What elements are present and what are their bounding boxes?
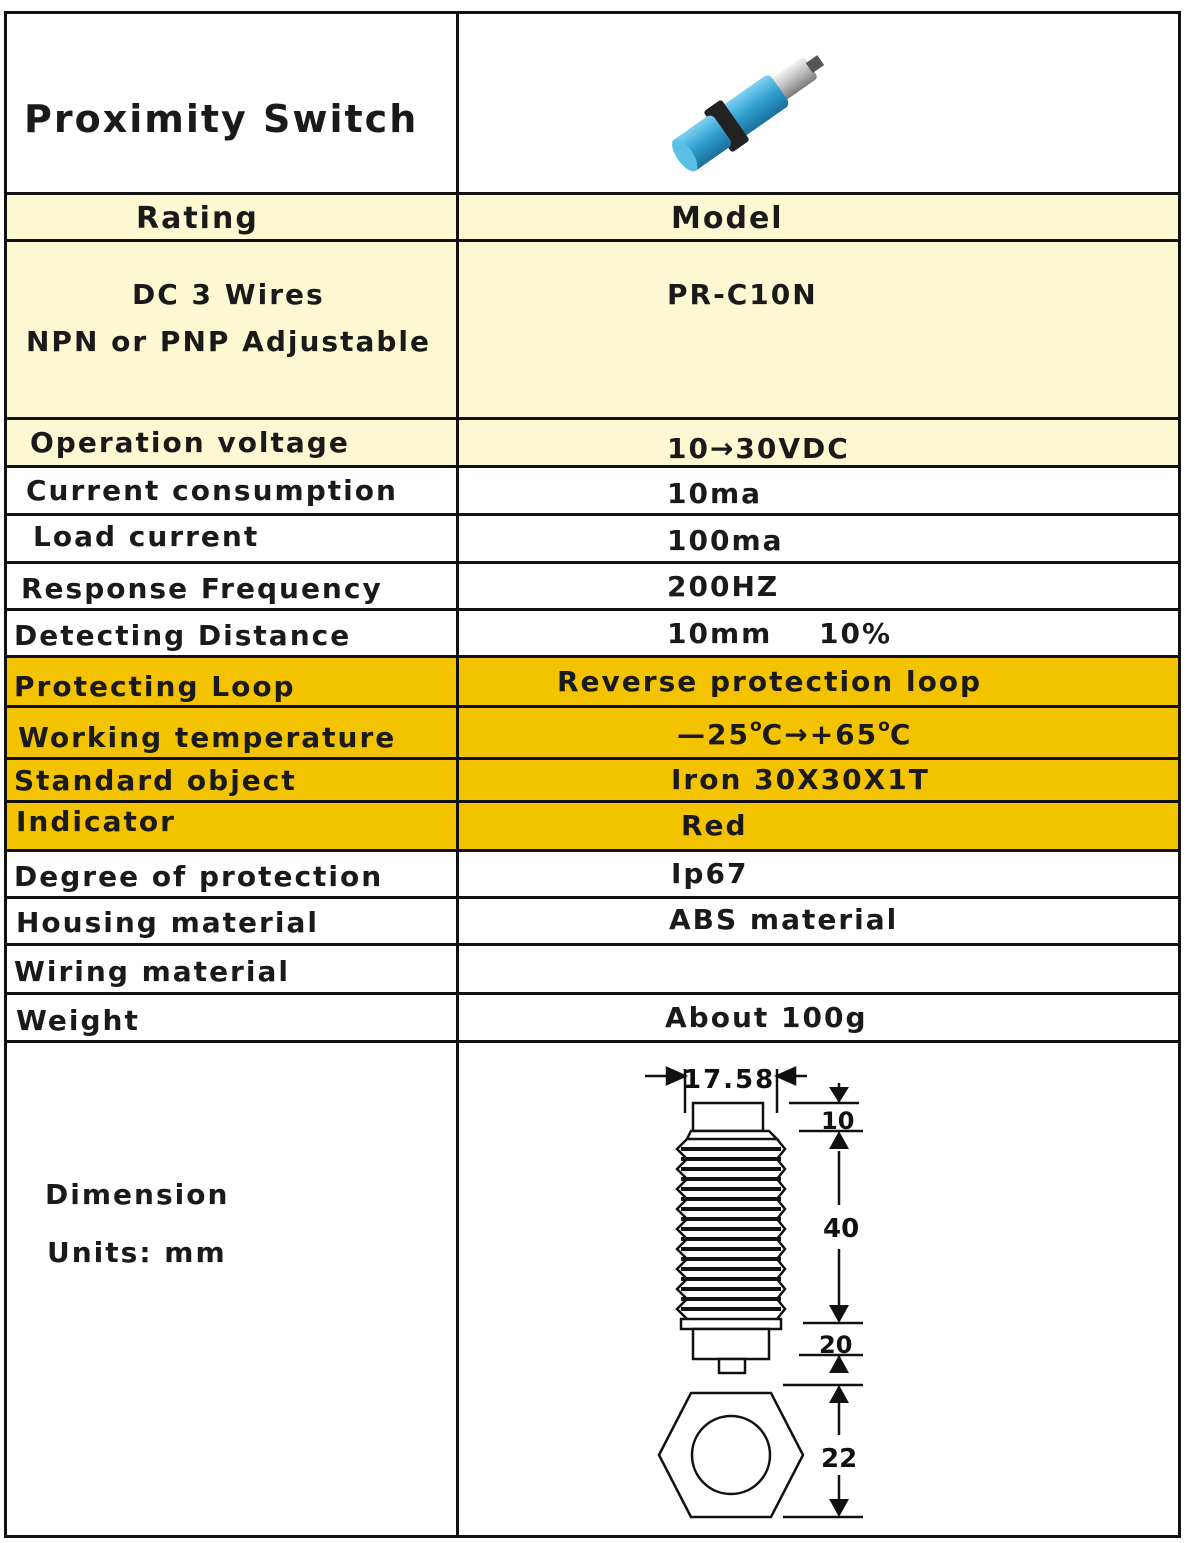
- thread-dim-label: 40: [823, 1214, 860, 1244]
- sensor-connector: [719, 1359, 745, 1373]
- operation-voltage-row: [4, 420, 1181, 468]
- wiring-material-label: Wiring material: [14, 955, 290, 988]
- width-dim-label: 17.58: [683, 1065, 776, 1095]
- working-temperature-value: [677, 718, 912, 751]
- weight-value: About 100g: [665, 1001, 868, 1034]
- operation-voltage-value: 10→30VDC: [667, 432, 850, 465]
- current-consumption-value: 10ma: [667, 477, 763, 510]
- protecting-loop-row: [4, 658, 1181, 708]
- working-temperature-label: Working temperature: [18, 721, 397, 754]
- degree-of-protection-label: Degree of protection: [14, 860, 384, 893]
- rating-header: Rating: [136, 201, 259, 236]
- nut-arrow-bottom: [829, 1499, 849, 1517]
- indicator-value: Red: [681, 809, 748, 842]
- column-header-row: [4, 195, 1181, 242]
- operation-voltage-label: Operation voltage: [30, 426, 350, 459]
- load-current-label: Load current: [33, 520, 260, 553]
- working-temperature-row: [4, 708, 1181, 760]
- temp-high: +65: [809, 718, 879, 751]
- temp-low-degree: o: [749, 716, 762, 736]
- sensor-thread: [687, 1131, 777, 1139]
- response-frequency-row: [4, 564, 1181, 611]
- page-title: Proximity Switch: [24, 97, 419, 141]
- standard-object-value: Iron 30X30X1T: [671, 763, 930, 796]
- thread-lines: [681, 1149, 781, 1309]
- dimension-drawing: [459, 1043, 1181, 1538]
- indicator-row: [4, 803, 1181, 852]
- width-arrow-right: [777, 1068, 795, 1084]
- weight-row: [4, 995, 1181, 1043]
- product-image-cell: [456, 11, 1181, 192]
- current-consumption-row: [4, 468, 1181, 516]
- detecting-distance-value: 10mm: [667, 617, 773, 650]
- detecting-distance-row: [4, 611, 1181, 658]
- rating-line1: DC 3 Wires: [132, 278, 325, 311]
- nut-dim-label: 22: [821, 1444, 858, 1474]
- load-current-value: 100ma: [667, 524, 784, 557]
- model-value: PR-C10N: [667, 278, 818, 311]
- nut-hole: [692, 1416, 770, 1494]
- proximity-sensor-photo-icon: [667, 37, 847, 187]
- current-consumption-label: Current consumption: [26, 474, 398, 507]
- protecting-loop-label: Protecting Loop: [14, 670, 296, 703]
- units-label: Units: mm: [47, 1236, 227, 1269]
- degree-of-protection-row: [4, 852, 1181, 899]
- dimension-drawing-cell: [456, 1043, 1181, 1538]
- weight-label: Weight: [16, 1004, 140, 1037]
- temp-high-degree: o: [878, 716, 890, 736]
- indicator-label: Indicator: [16, 805, 176, 838]
- title-cell: [4, 11, 456, 192]
- degree-of-protection-value: Ip67: [671, 857, 749, 890]
- dimension-row: [4, 1043, 1181, 1538]
- temp-arrow: →: [784, 718, 810, 751]
- cap-dim-label: 10: [821, 1107, 855, 1135]
- dimension-label: Dimension: [45, 1178, 230, 1211]
- wiring-material-row: [4, 946, 1181, 995]
- housing-material-label: Housing material: [16, 906, 319, 939]
- load-current-row: [4, 516, 1181, 564]
- header-row: [4, 11, 1181, 195]
- spec-sheet: [4, 11, 1181, 1538]
- nut-arrow-top: [829, 1385, 849, 1403]
- detecting-distance-tolerance: 10%: [819, 617, 893, 650]
- sensor-tail: [693, 1329, 769, 1359]
- detecting-distance-label: Detecting Distance: [14, 619, 352, 652]
- temp-high-unit: C: [889, 718, 913, 751]
- thread-arrow-bottom: [829, 1305, 849, 1323]
- model-header: Model: [671, 201, 784, 236]
- model-row: [4, 242, 1181, 420]
- protecting-loop-value: Reverse protection loop: [557, 665, 983, 698]
- standard-object-label: Standard object: [14, 764, 297, 797]
- sensor-cap: [693, 1103, 763, 1131]
- temp-low: —25: [677, 718, 750, 751]
- response-frequency-value: 200HZ: [667, 570, 780, 603]
- tail-dim-label: 20: [819, 1331, 853, 1359]
- housing-material-value: ABS material: [669, 903, 899, 936]
- thread-end-band: [681, 1319, 781, 1329]
- temp-low-unit: C: [761, 718, 785, 751]
- standard-object-row: [4, 760, 1181, 803]
- housing-material-row: [4, 899, 1181, 946]
- rating-line2: NPN or PNP Adjustable: [26, 325, 431, 358]
- cap-arrow: [829, 1087, 849, 1103]
- response-frequency-label: Response Frequency: [21, 572, 383, 605]
